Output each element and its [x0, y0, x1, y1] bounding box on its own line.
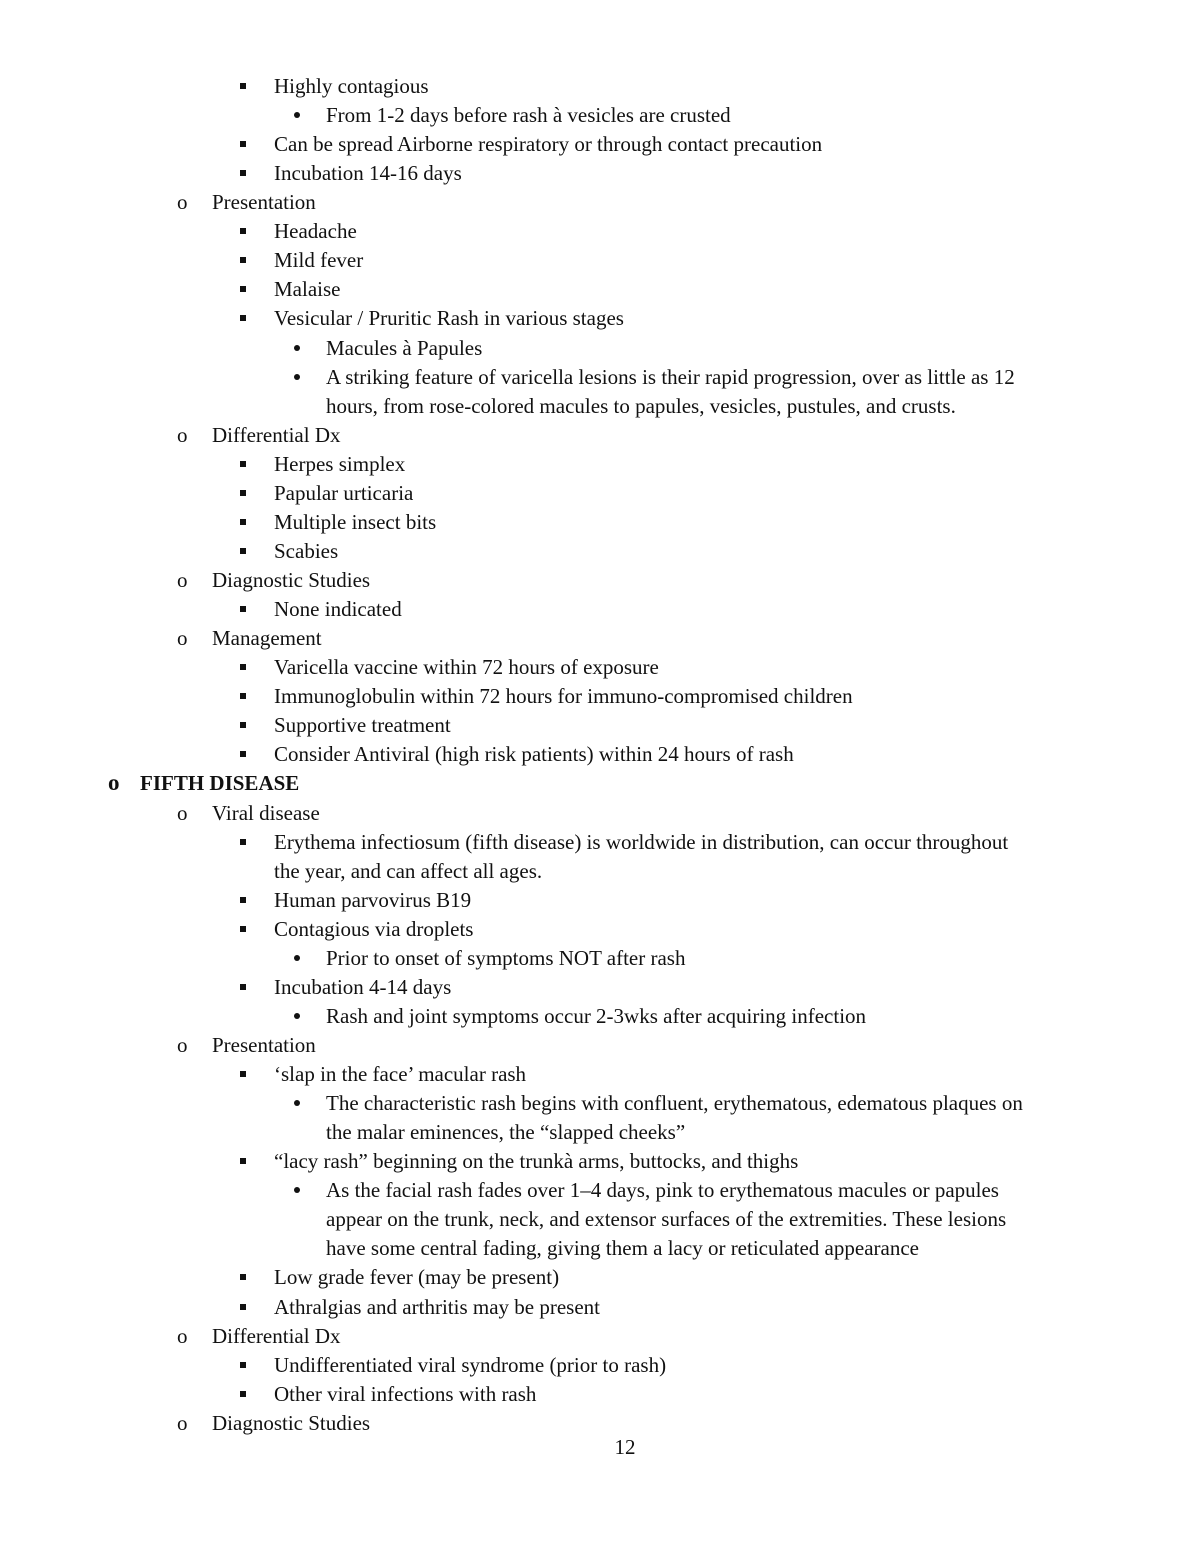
circle-bullet-icon: o: [177, 190, 188, 214]
outline-text: Differential Dx: [212, 1324, 341, 1348]
outline-text: Multiple insect bits: [274, 510, 437, 534]
outline-text: Consider Antiviral (high risk patients) within 24 hours of rash: [274, 742, 794, 766]
square-bullet-icon: [240, 839, 246, 845]
square-bullet-icon: [240, 1274, 246, 1280]
outline-text: From 1-2 days before rash à vesicles are crusted: [326, 103, 731, 127]
outline-text: Athralgias and arthritis may be present: [274, 1295, 600, 1319]
outline-text: Presentation: [212, 190, 316, 214]
square-bullet-icon: [240, 1158, 246, 1164]
square-bullet-icon: [240, 1391, 246, 1397]
square-bullet-icon: [240, 722, 246, 728]
dot-bullet-icon: [294, 345, 300, 351]
outline-text: Macules à Papules: [326, 336, 483, 360]
outline-text: Herpes simplex: [274, 452, 406, 476]
square-bullet-icon: [240, 228, 246, 234]
dot-bullet-icon: [294, 1013, 300, 1019]
outline-text: Diagnostic Studies: [212, 568, 371, 592]
square-bullet-icon: [240, 897, 246, 903]
outline-text: Immunoglobulin within 72 hours for immuno-compromised children: [274, 684, 853, 708]
square-bullet-icon: [240, 548, 246, 554]
section-heading: FIFTH DISEASE: [140, 771, 300, 795]
square-bullet-icon: [240, 1071, 246, 1077]
outline-text: Presentation: [212, 1033, 316, 1057]
circle-bullet-icon: o: [177, 1033, 188, 1057]
square-bullet-icon: [240, 257, 246, 263]
outline-text: Viral disease: [212, 801, 320, 825]
square-bullet-icon: [240, 1304, 246, 1310]
dot-bullet-icon: [294, 955, 300, 961]
circle-bullet-icon: o: [177, 568, 188, 592]
outline-text: “lacy rash” beginning on the trunkà arms, buttocks, and thighs: [274, 1149, 799, 1173]
square-bullet-icon: [240, 286, 246, 292]
outline-text: have some central fading, giving them a lacy or reticulated appearance: [326, 1236, 919, 1260]
outline-text: Headache: [274, 219, 357, 243]
outline-text: Highly contagious: [274, 74, 429, 98]
outline-text: A striking feature of varicella lesions is their rapid progression, over as little as 12: [326, 365, 1015, 389]
square-bullet-icon: [240, 141, 246, 147]
dot-bullet-icon: [294, 112, 300, 118]
square-bullet-icon: [240, 315, 246, 321]
square-bullet-icon: [240, 606, 246, 612]
square-bullet-icon: [240, 751, 246, 757]
outline-text: Rash and joint symptoms occur 2-3wks after acquiring infection: [326, 1004, 867, 1028]
page-number: 12: [614, 1435, 636, 1459]
outline-text: Incubation 14-16 days: [274, 161, 462, 185]
outline-text: Malaise: [274, 277, 341, 301]
circle-bullet-icon: o: [177, 626, 188, 650]
square-bullet-icon: [240, 693, 246, 699]
square-bullet-icon: [240, 83, 246, 89]
outline-text: Can be spread Airborne respiratory or through contact precaution: [274, 132, 823, 156]
outline-text: Differential Dx: [212, 423, 341, 447]
outline-text: the year, and can affect all ages.: [274, 859, 543, 883]
outline-text: None indicated: [274, 597, 402, 621]
outline-text: Low grade fever (may be present): [274, 1265, 560, 1289]
bold-circle-bullet-icon: o: [108, 770, 120, 795]
square-bullet-icon: [240, 170, 246, 176]
square-bullet-icon: [240, 1362, 246, 1368]
circle-bullet-icon: o: [177, 423, 188, 447]
outline-text: As the facial rash fades over 1–4 days, pink to erythematous macules or papules: [326, 1178, 999, 1202]
outline-text: Management: [212, 626, 322, 650]
outline-text: The characteristic rash begins with confluent, erythematous, edematous plaques on: [326, 1091, 1023, 1115]
dot-bullet-icon: [294, 374, 300, 380]
outline-text: the malar eminences, the “slapped cheeks”: [326, 1120, 686, 1144]
square-bullet-icon: [240, 984, 246, 990]
circle-bullet-icon: o: [177, 1324, 188, 1348]
outline-text: Papular urticaria: [274, 481, 414, 505]
outline-text: Human parvovirus B19: [274, 888, 472, 912]
outline-text: Scabies: [274, 539, 339, 563]
circle-bullet-icon: o: [177, 801, 188, 825]
square-bullet-icon: [240, 461, 246, 467]
square-bullet-icon: [240, 664, 246, 670]
outline-text: Prior to onset of symptoms NOT after rash: [326, 946, 686, 970]
circle-bullet-icon: o: [177, 1411, 188, 1435]
square-bullet-icon: [240, 926, 246, 932]
outline-text: Incubation 4-14 days: [274, 975, 452, 999]
outline-text: Vesicular / Pruritic Rash in various stages: [274, 306, 624, 330]
outline-text: Varicella vaccine within 72 hours of exposure: [274, 655, 659, 679]
outline-text: Supportive treatment: [274, 713, 451, 737]
square-bullet-icon: [240, 519, 246, 525]
outline-text: Erythema infectiosum (fifth disease) is worldwide in distribution, can occur throughout: [274, 830, 1009, 854]
outline-text: Contagious via droplets: [274, 917, 474, 941]
outline-text: appear on the trunk, neck, and extensor surfaces of the extremities. These lesions: [326, 1207, 1007, 1231]
outline-text: Other viral infections with rash: [274, 1382, 537, 1406]
outline-text: hours, from rose-colored macules to papules, vesicles, pustules, and crusts.: [326, 394, 956, 418]
dot-bullet-icon: [294, 1100, 300, 1106]
dot-bullet-icon: [294, 1187, 300, 1193]
outline-text: Mild fever: [274, 248, 364, 272]
square-bullet-icon: [240, 490, 246, 496]
outline-text: ‘slap in the face’ macular rash: [274, 1062, 527, 1086]
outline-text: Diagnostic Studies: [212, 1411, 371, 1435]
outline-text: Undifferentiated viral syndrome (prior to rash): [274, 1353, 667, 1377]
